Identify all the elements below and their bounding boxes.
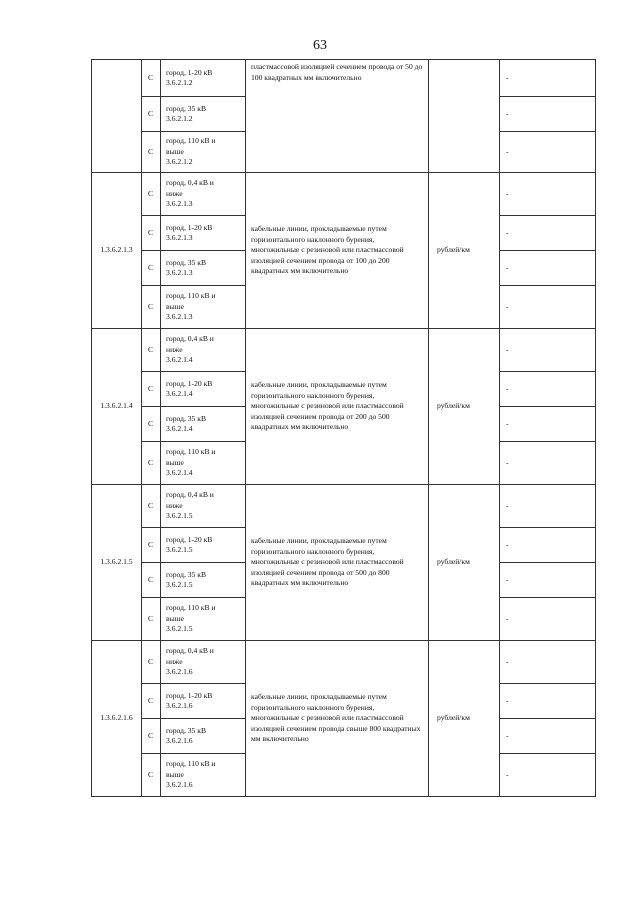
category-cell: С	[142, 563, 161, 598]
category-cell: С	[142, 407, 161, 442]
table-row	[92, 173, 596, 216]
tariff-table	[91, 59, 596, 797]
category-cell: С	[142, 97, 161, 132]
voltage-line: 3.6.2.1.6	[166, 667, 193, 677]
code-cell: 1.3.6.2.1.6	[92, 641, 142, 797]
value-cell: -	[500, 97, 596, 132]
voltage-line: 3.6.2.1.6	[166, 701, 193, 710]
voltage-line: ниже	[166, 344, 183, 354]
voltage-line: город, 1-20 кВ	[166, 690, 213, 700]
value-cell: -	[500, 684, 596, 719]
voltage-line: город, 110 кВ и	[166, 291, 216, 301]
voltage-line: 3.6.2.1.2	[166, 114, 193, 123]
voltage-line: 3.6.2.1.2	[166, 157, 193, 167]
value-cell: -	[500, 173, 596, 216]
voltage-cell	[161, 641, 246, 684]
voltage-cell	[161, 754, 246, 797]
voltage-line: город, 35 кВ	[166, 257, 207, 267]
unit-cell: рублей/км	[429, 329, 500, 485]
voltage-cell	[161, 719, 246, 754]
voltage-line: город, 1-20 кВ	[166, 534, 213, 544]
voltage-line: ниже	[166, 500, 183, 510]
category-cell: С	[142, 528, 161, 563]
category-cell: С	[142, 173, 161, 216]
voltage-line: 3.6.2.1.4	[166, 389, 193, 398]
value-cell: -	[500, 286, 596, 329]
voltage-cell	[161, 372, 246, 407]
voltage-cell	[161, 407, 246, 442]
voltage-cell	[161, 132, 246, 173]
table-row	[92, 485, 596, 528]
voltage-line: город, 110 кВ и	[166, 447, 216, 457]
voltage-line: город, 0,4 кВ и	[166, 490, 214, 500]
value-cell: -	[500, 60, 596, 97]
voltage-line: город, 0,4 кВ и	[166, 178, 214, 188]
voltage-cell	[161, 97, 246, 132]
category-cell: С	[142, 329, 161, 372]
category-cell: С	[142, 216, 161, 251]
voltage-cell	[161, 528, 246, 563]
description-cell: кабельные линии, прокладываемые путем горизонтального наклонного бурения, многожильные с резиновой или пластмассовой изоляцией сечением провода от 200 до 500 квадратных мм включительно	[246, 329, 429, 485]
code-cell: 1.3.6.2.1.5	[92, 485, 142, 641]
voltage-line: выше	[166, 457, 184, 467]
category-cell: С	[142, 286, 161, 329]
voltage-line: 3.6.2.1.4	[166, 355, 193, 365]
voltage-line: город, 110 кВ и	[166, 136, 216, 146]
category-cell: С	[142, 442, 161, 485]
table-row	[92, 60, 596, 97]
value-cell: -	[500, 563, 596, 598]
value-cell: -	[500, 407, 596, 442]
voltage-line: город, 110 кВ и	[166, 759, 216, 769]
voltage-line: город, 35 кВ	[166, 569, 207, 579]
voltage-line: ниже	[166, 656, 183, 666]
voltage-line: 3.6.2.1.3	[166, 268, 193, 277]
value-cell: -	[500, 132, 596, 173]
voltage-line: 3.6.2.1.3	[166, 233, 193, 242]
unit-cell	[429, 60, 500, 173]
voltage-line: 3.6.2.1.2	[166, 78, 193, 87]
voltage-cell	[161, 563, 246, 598]
voltage-line: 3.6.2.1.6	[166, 736, 193, 745]
unit-cell: рублей/км	[429, 173, 500, 329]
value-cell: -	[500, 719, 596, 754]
unit-cell: рублей/км	[429, 641, 500, 797]
voltage-line: 3.6.2.1.5	[166, 580, 193, 589]
description-cell: кабельные линии, прокладываемые путем горизонтального наклонного бурения, многожильные с резиновой или пластмассовой изоляцией сечением провода свыше 800 квадратных мм включительно	[246, 641, 429, 797]
voltage-line: город, 35 кВ	[166, 725, 207, 735]
voltage-cell	[161, 251, 246, 286]
code-cell: 1.3.6.2.1.3	[92, 173, 142, 329]
code-cell	[92, 60, 142, 173]
voltage-line: 3.6.2.1.5	[166, 545, 193, 554]
value-cell: -	[500, 754, 596, 797]
voltage-line: город, 1-20 кВ	[166, 67, 213, 77]
voltage-cell	[161, 329, 246, 372]
voltage-line: 3.6.2.1.5	[166, 624, 193, 634]
value-cell: -	[500, 485, 596, 528]
category-cell: С	[142, 251, 161, 286]
voltage-line: город, 110 кВ и	[166, 603, 216, 613]
description-cell: пластмассовой изоляцией сечением провода от 50 до 100 квадратных мм включительно	[246, 60, 429, 173]
voltage-line: город, 0,4 кВ и	[166, 334, 214, 344]
voltage-line: 3.6.2.1.3	[166, 312, 193, 322]
category-cell: С	[142, 641, 161, 684]
value-cell: -	[500, 251, 596, 286]
voltage-line: 3.6.2.1.3	[166, 199, 193, 209]
voltage-cell	[161, 684, 246, 719]
voltage-line: выше	[166, 146, 184, 156]
table-row	[92, 329, 596, 372]
voltage-line: 3.6.2.1.6	[166, 780, 193, 790]
value-cell: -	[500, 329, 596, 372]
unit-cell: рублей/км	[429, 485, 500, 641]
value-cell: -	[500, 598, 596, 641]
voltage-line: 3.6.2.1.4	[166, 468, 193, 478]
voltage-line: город, 35 кВ	[166, 413, 207, 423]
voltage-line: 3.6.2.1.5	[166, 511, 193, 521]
voltage-cell	[161, 442, 246, 485]
category-cell: С	[142, 485, 161, 528]
voltage-line: 3.6.2.1.4	[166, 424, 193, 433]
value-cell: -	[500, 442, 596, 485]
table-row	[92, 641, 596, 684]
voltage-line: город, 35 кВ	[166, 103, 207, 113]
voltage-cell	[161, 60, 246, 97]
voltage-line: выше	[166, 613, 184, 623]
description-cell: кабельные линии, прокладываемые путем горизонтального наклонного бурения, многожильные с резиновой или пластмассовой изоляцией сечением провода от 100 до 200 квадратных мм включительно	[246, 173, 429, 329]
voltage-cell	[161, 286, 246, 329]
voltage-line: город, 1-20 кВ	[166, 378, 213, 388]
voltage-cell	[161, 216, 246, 251]
voltage-line: город, 0,4 кВ и	[166, 646, 214, 656]
category-cell: С	[142, 684, 161, 719]
category-cell: С	[142, 598, 161, 641]
category-cell: С	[142, 132, 161, 173]
code-cell: 1.3.6.2.1.4	[92, 329, 142, 485]
voltage-cell	[161, 598, 246, 641]
category-cell: С	[142, 719, 161, 754]
voltage-cell	[161, 173, 246, 216]
value-cell: -	[500, 216, 596, 251]
category-cell: С	[142, 754, 161, 797]
voltage-line: ниже	[166, 188, 183, 198]
value-cell: -	[500, 372, 596, 407]
voltage-line: выше	[166, 769, 184, 779]
value-cell: -	[500, 528, 596, 563]
page-number: 63	[313, 38, 327, 53]
category-cell: С	[142, 372, 161, 407]
category-cell: С	[142, 60, 161, 97]
voltage-line: город, 1-20 кВ	[166, 222, 213, 232]
value-cell: -	[500, 641, 596, 684]
voltage-cell	[161, 485, 246, 528]
description-cell: кабельные линии, прокладываемые путем горизонтального наклонного бурения, многожильные с резиновой или пластмассовой изоляцией сечением провода от 500 до 800 квадратных мм включительно	[246, 485, 429, 641]
voltage-line: выше	[166, 301, 184, 311]
